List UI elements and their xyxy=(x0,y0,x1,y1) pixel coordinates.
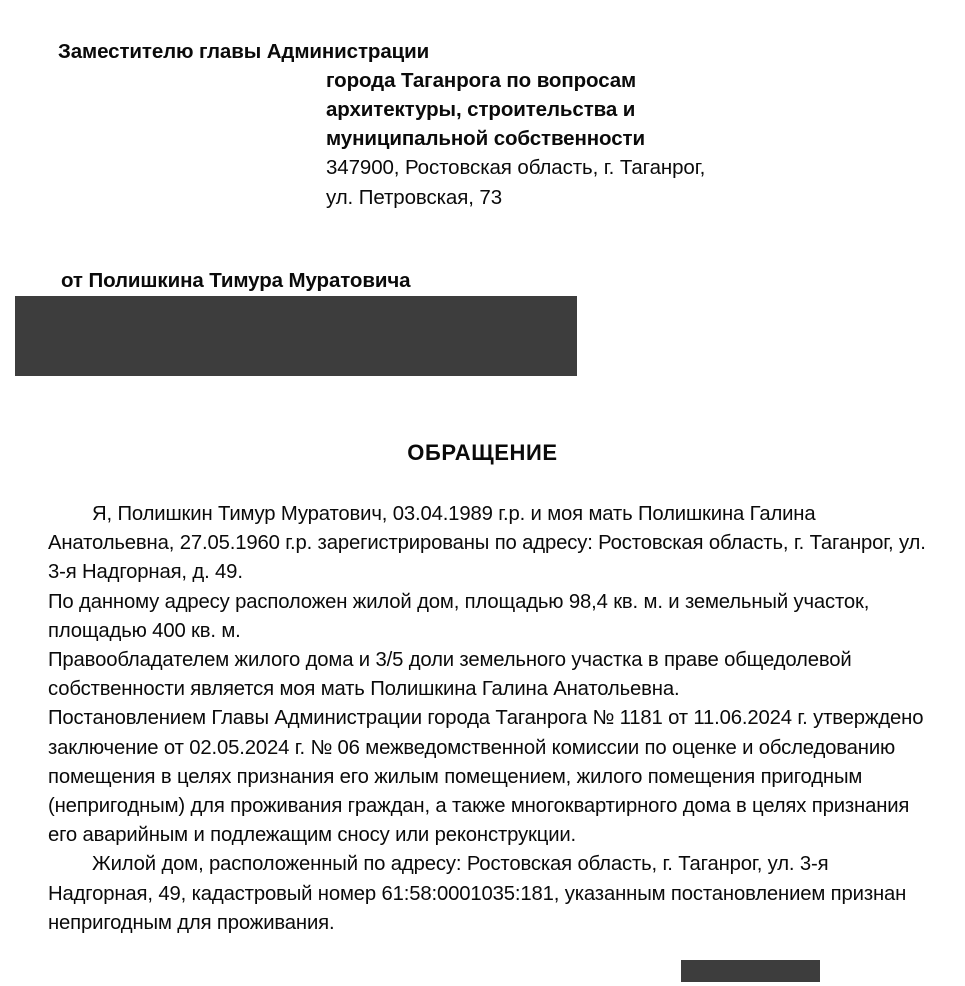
addressee-line-4: муниципальной собственности xyxy=(326,127,645,150)
addressee-indented-block xyxy=(326,66,918,212)
addressee-line-1: Заместителю главы Администрации xyxy=(58,40,430,63)
body-paragraph: По данному адресу расположен жилой дом, площадью 98,4 кв. м. и земельный участок, площадью 400 кв. м. xyxy=(48,590,870,642)
document-body xyxy=(48,500,926,938)
redaction-block-trailing-text xyxy=(681,960,820,982)
sender-line: от Полишкина Тимура Муратовича xyxy=(61,269,411,292)
addressee-street-line: ул. Петровская, 73 xyxy=(326,185,503,209)
body-paragraph: Правообладателем жилого дома и 3/5 доли земельного участка в праве общедолевой собственности является моя мать Полишкина Галина Анатольевна. xyxy=(48,649,852,701)
redaction-block-sender-details xyxy=(15,296,577,376)
addressee-postal-line: 347900, Ростовская область, г. Таганрог, xyxy=(326,156,706,179)
body-paragraph: Постановлением Главы Администрации города Таганрога № 1181 от 11.06.2024 г. утверждено заключение от 02.05.2024 г. № 06 межведомственной комиссии по оценке и обследованию помещения в целях признания его жилым помещением, жилого помещения пригодным (непригодным) для проживания граждан, а также многоквартирного дома в целях признания его аварийным и подлежащим сносу или реконструкции. xyxy=(48,707,924,847)
addressee-block xyxy=(58,37,918,212)
addressee-line-2: города Таганрога по вопросам xyxy=(326,69,637,92)
body-paragraph: Я, Полишкин Тимур Муратович, 03.04.1989 г.р. и моя мать Полишкина Галина Анатольевна, 27.05.1960 г.р. зарегистрированы по адресу: Ростовская область, г. Таганрог, ул. 3-я Надгорная, д. 49. xyxy=(48,503,926,584)
body-paragraph: Жилой дом, расположенный по адресу: Ростовская область, г. Таганрог, ул. 3-я Надгорная, 49, кадастровый номер 61:58:0001035:181, указанным постановлением признан непригодным для проживания. xyxy=(48,853,907,934)
addressee-line-3: архитектуры, строительства и xyxy=(326,98,636,121)
page-title: ОБРАЩЕНИЕ xyxy=(407,440,558,465)
